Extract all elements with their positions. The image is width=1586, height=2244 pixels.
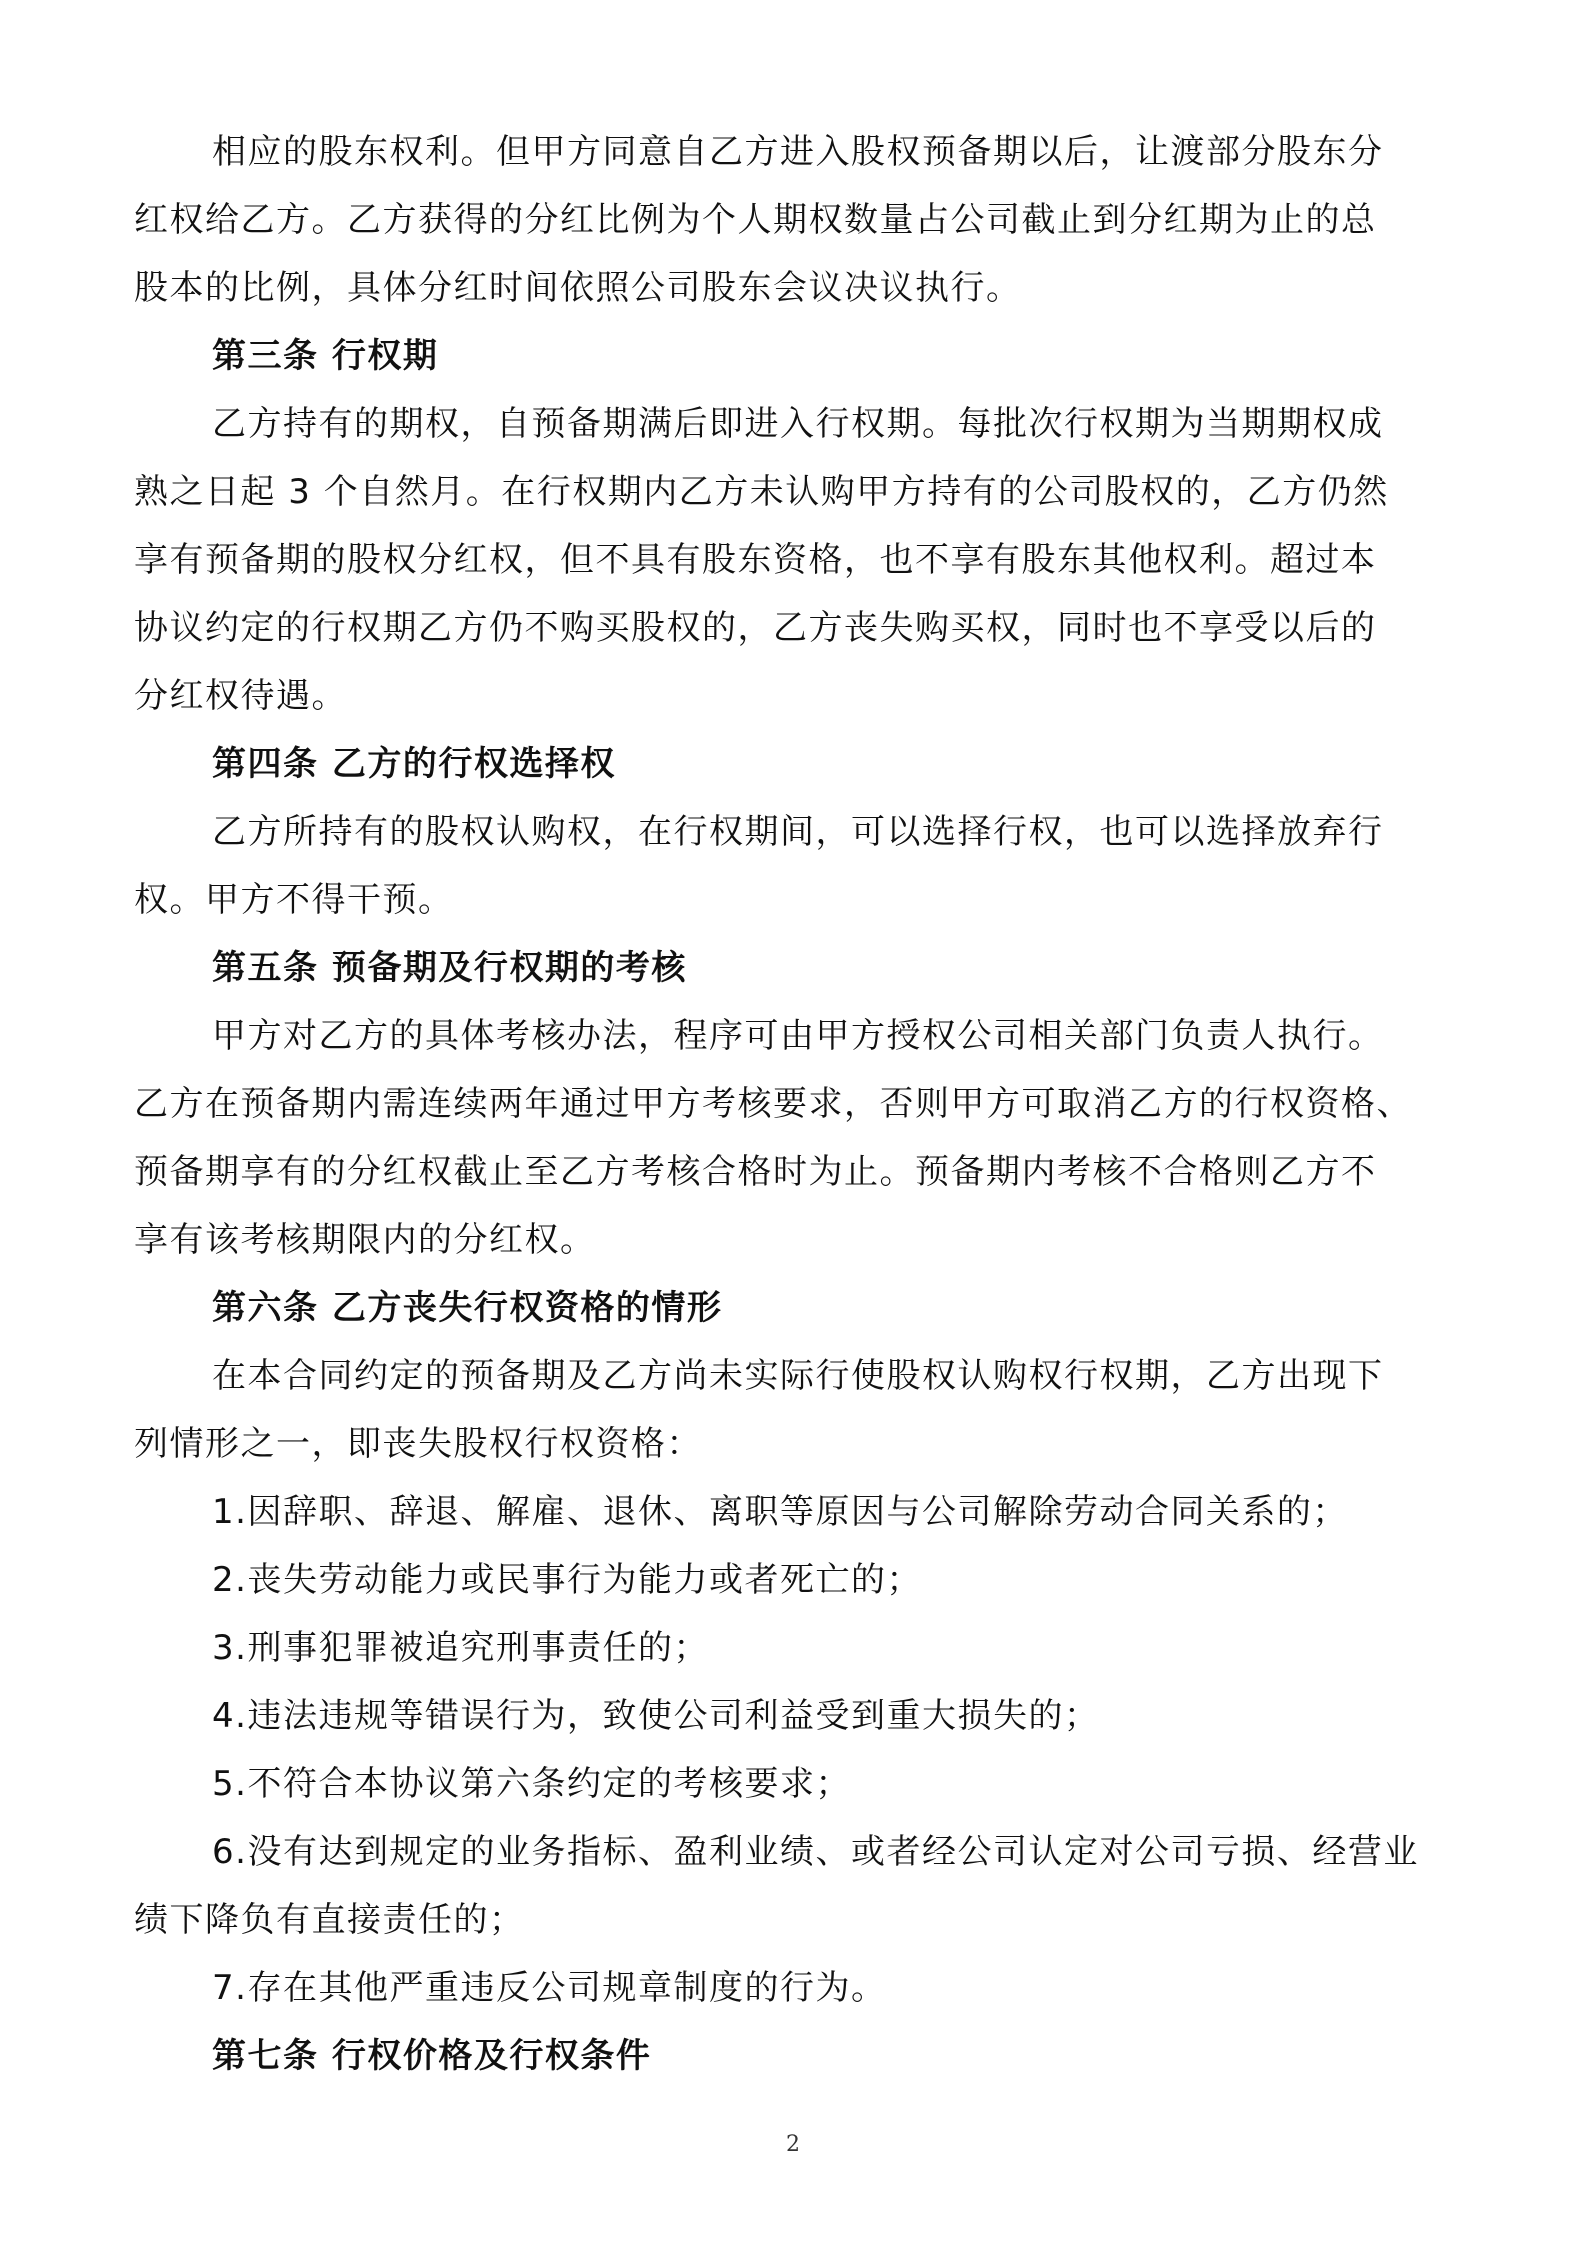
text-line: 5.不符合本协议第六条约定的考核要求； — [212, 1764, 851, 1804]
text-line: 甲方对乙方的具体考核办法，程序可由甲方授权公司相关部门负责人执行。 — [212, 1016, 1384, 1056]
text-line: 2.丧失劳动能力或民事行为能力或者死亡的； — [212, 1560, 922, 1600]
text-line: 享有该考核期限内的分红权。 — [134, 1220, 596, 1260]
text-line: 列情形之一，即丧失股权行权资格： — [134, 1424, 702, 1464]
article-heading: 第四条 乙方的行权选择权 — [212, 744, 616, 784]
text-line: 4.违法违规等错误行为，致使公司利益受到重大损失的； — [212, 1696, 1100, 1736]
article-heading: 第三条 行权期 — [212, 336, 439, 376]
document-body — [134, 118, 1464, 2090]
text-line: 乙方在预备期内需连续两年通过甲方考核要求，否则甲方可取消乙方的行权资格、 — [134, 1084, 1412, 1124]
text-line: 3.刑事犯罪被追究刑事责任的； — [212, 1628, 709, 1668]
text-line: 乙方持有的期权，自预备期满后即进入行权期。每批次行权期为当期期权成 — [212, 404, 1384, 444]
text-line: 分红权待遇。 — [134, 676, 347, 716]
article-heading: 第七条 行权价格及行权条件 — [212, 2036, 652, 2076]
text-line: 享有预备期的股权分红权，但不具有股东资格，也不享有股东其他权利。超过本 — [134, 540, 1377, 580]
text-line: 绩下降负有直接责任的； — [134, 1900, 525, 1940]
text-line: 6.没有达到规定的业务指标、盈利业绩、或者经公司认定对公司亏损、经营业 — [212, 1832, 1419, 1872]
text-line: 熟之日起 3 个自然月。在行权期内乙方未认购甲方持有的公司股权的，乙方仍然 — [134, 472, 1389, 512]
page-number: 2 — [786, 2132, 800, 2157]
text-line: 股本的比例，具体分红时间依照公司股东会议决议执行。 — [134, 268, 1022, 308]
text-line: 相应的股东权利。但甲方同意自乙方进入股权预备期以后，让渡部分股东分 — [212, 132, 1384, 172]
text-line: 协议约定的行权期乙方仍不购买股权的，乙方丧失购买权，同时也不享受以后的 — [134, 608, 1377, 648]
text-line: 乙方所持有的股权认购权，在行权期间，可以选择行权，也可以选择放弃行 — [212, 812, 1384, 852]
article-heading: 第五条 预备期及行权期的考核 — [212, 948, 687, 988]
text-line: 1.因辞职、辞退、解雇、退休、离职等原因与公司解除劳动合同关系的； — [212, 1492, 1348, 1532]
text-line: 7.存在其他严重违反公司规章制度的行为。 — [212, 1968, 887, 2008]
text-line: 权。甲方不得干预。 — [134, 880, 454, 920]
text-line: 预备期享有的分红权截止至乙方考核合格时为止。预备期内考核不合格则乙方不 — [134, 1152, 1377, 1192]
text-line: 红权给乙方。乙方获得的分红比例为个人期权数量占公司截止到分红期为止的总 — [134, 200, 1377, 240]
article-heading: 第六条 乙方丧失行权资格的情形 — [212, 1288, 723, 1328]
text-line: 在本合同约定的预备期及乙方尚未实际行使股权认购权行权期，乙方出现下 — [212, 1356, 1384, 1396]
